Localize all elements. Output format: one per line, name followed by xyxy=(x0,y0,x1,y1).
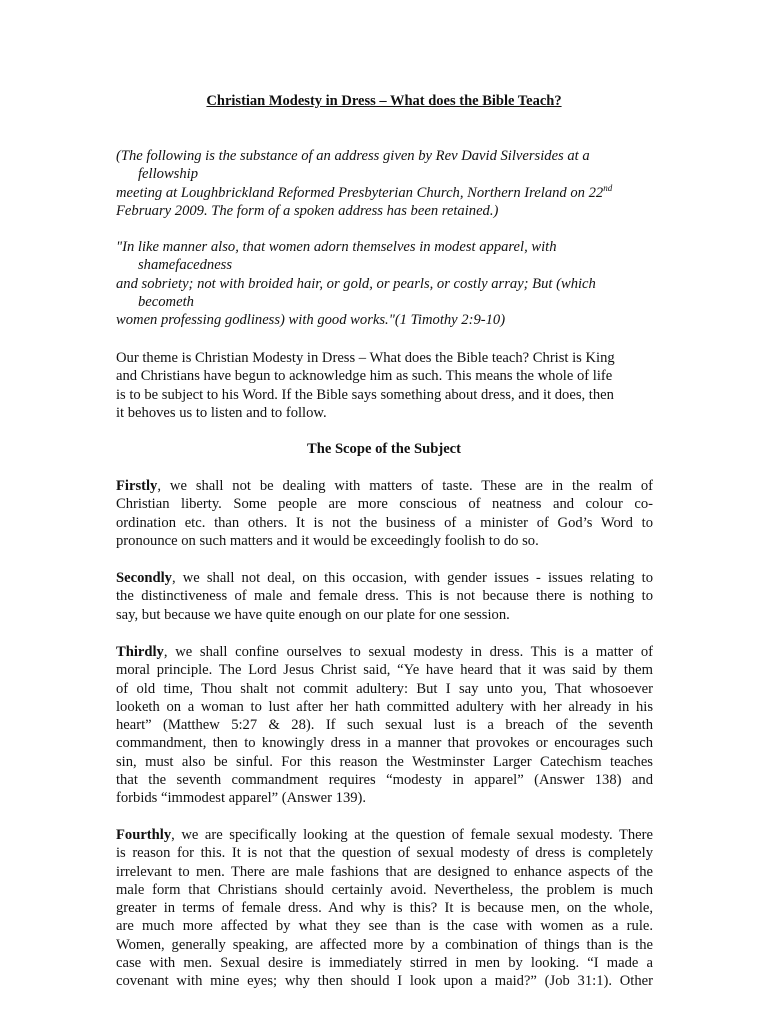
paragraph-line: that the seventh commandment requires “modesty in apparel” (Answer 138) and xyxy=(116,772,653,789)
verse-line: shamefacedness xyxy=(138,257,233,274)
intro-line: February 2009. The form of a spoken address has been retained.) xyxy=(116,202,499,219)
paragraph-line: looketh on a woman to lust after her hath committed adultery with her already in his xyxy=(116,698,653,715)
intro-line: (The following is the substance of an address given by Rev David Silversides at a xyxy=(116,148,590,164)
paragraph-line: is to be subject to his Word. If the Bible says something about dress, and it does, then xyxy=(116,386,614,403)
paragraph-line-text: , we shall not be dealing with matters of taste. These are in the realm of xyxy=(157,478,653,494)
paragraph-line: Women, generally speaking, are affected more by a combination of things than is the xyxy=(116,936,653,953)
paragraph-line: commandment, then to knowingly dress in a manner that provokes or encourages such xyxy=(116,735,653,752)
verse-line: becometh xyxy=(138,293,194,310)
paragraph-line: sin, must also be sinful. For this reason the Westminster Larger Catechism teaches xyxy=(116,753,653,770)
intro-line xyxy=(116,184,653,202)
paragraph-line: ordination etc. than others. It is not the business of a minister of God’s Word to xyxy=(116,514,653,531)
intro-line-text: meeting at Loughbrickland Reformed Presbyterian Church, Northern Ireland on 22 xyxy=(116,184,604,201)
paragraph-theme xyxy=(116,349,653,422)
paragraph-line: the distinctiveness of male and female dress. This is not because there is nothing to xyxy=(116,588,653,605)
paragraph-lead: Thirdly xyxy=(116,644,164,660)
paragraph-line: greater in terms of female dress. And why is this? It is because men, on the whole, xyxy=(116,900,653,917)
paragraph-line: irrelevant to men. There are male fashions that are designed to enhance aspects of the xyxy=(116,863,653,880)
paragraph-line xyxy=(116,569,653,587)
paragraph-line: of old time, Thou shalt not commit adultery: But I say unto you, That whosoever xyxy=(116,680,653,697)
paragraph-fourthly xyxy=(116,826,653,991)
paragraph-line-text: , we shall not deal, on this occasion, with gender issues - issues relating to xyxy=(171,570,653,586)
paragraph-line: are much more affected by what they see than is the case with women as a rule. xyxy=(116,918,653,935)
document-title: Christian Modesty in Dress – What does the Bible Teach? xyxy=(206,93,562,109)
paragraph-line: case with men. Sexual desire is immediately stirred in men by looking. “I made a xyxy=(116,955,653,972)
paragraph-line: pronounce on such matters and it would be exceedingly foolish to do so. xyxy=(116,532,539,549)
paragraph-line xyxy=(116,477,653,495)
paragraph-line xyxy=(116,826,653,844)
paragraph-line: Christian liberty. Some people are more conscious of neatness and colour co- xyxy=(116,496,653,513)
paragraph-line: is reason for this. It is not that the question of sexual modesty of dress is completely xyxy=(116,845,653,862)
paragraph-line: male form that Christians should certainly avoid. Nevertheless, the problem is much xyxy=(116,881,653,898)
ordinal-suffix: nd xyxy=(603,182,613,193)
paragraph-line-text: , we shall confine ourselves to sexual modesty in dress. This is a matter of xyxy=(163,644,653,660)
paragraph-line: and Christians have begun to acknowledge him as such. This means the whole of life xyxy=(116,368,613,385)
paragraph-line-text: , we are specifically looking at the question of female sexual modesty. There xyxy=(171,827,653,843)
paragraph-lead: Secondly xyxy=(116,570,172,586)
paragraph-line: Our theme is Christian Modesty in Dress – What does the Bible teach? Christ is King xyxy=(116,350,615,366)
paragraph-line: heart” (Matthew 5:27 & 28). If such sexual lust is a breach of the seventh xyxy=(116,717,653,734)
intro-line: fellowship xyxy=(138,166,198,183)
paragraph-lead: Firstly xyxy=(116,478,158,494)
paragraph-line: say, but because we have quite enough on our plate for one session. xyxy=(116,606,510,623)
verse-line: and sobriety; not with broided hair, or gold, or pearls, or costly array; But (which xyxy=(116,275,596,292)
intro-note xyxy=(116,147,653,220)
paragraph-firstly xyxy=(116,477,653,550)
verse-line: "In like manner also, that women adorn themselves in modest apparel, with xyxy=(116,239,557,255)
paragraph-thirdly xyxy=(116,643,653,808)
paragraph-line: it behoves us to listen and to follow. xyxy=(116,404,327,421)
section-heading: The Scope of the Subject xyxy=(306,441,462,457)
paragraph-secondly xyxy=(116,569,653,624)
scripture-quote xyxy=(116,238,653,329)
paragraph-lead: Fourthly xyxy=(116,827,172,843)
paragraph-line xyxy=(116,643,653,661)
paragraph-line: covenant with mine eyes; why then should I look upon a maid?” (Job 31:1). Other xyxy=(116,973,653,990)
verse-line: women professing godliness) with good works."(1 Timothy 2:9-10) xyxy=(116,312,506,329)
paragraph-line: forbids “immodest apparel” (Answer 139). xyxy=(116,790,367,807)
paragraph-line: moral principle. The Lord Jesus Christ said, “Ye have heard that it was said by them xyxy=(116,662,653,679)
